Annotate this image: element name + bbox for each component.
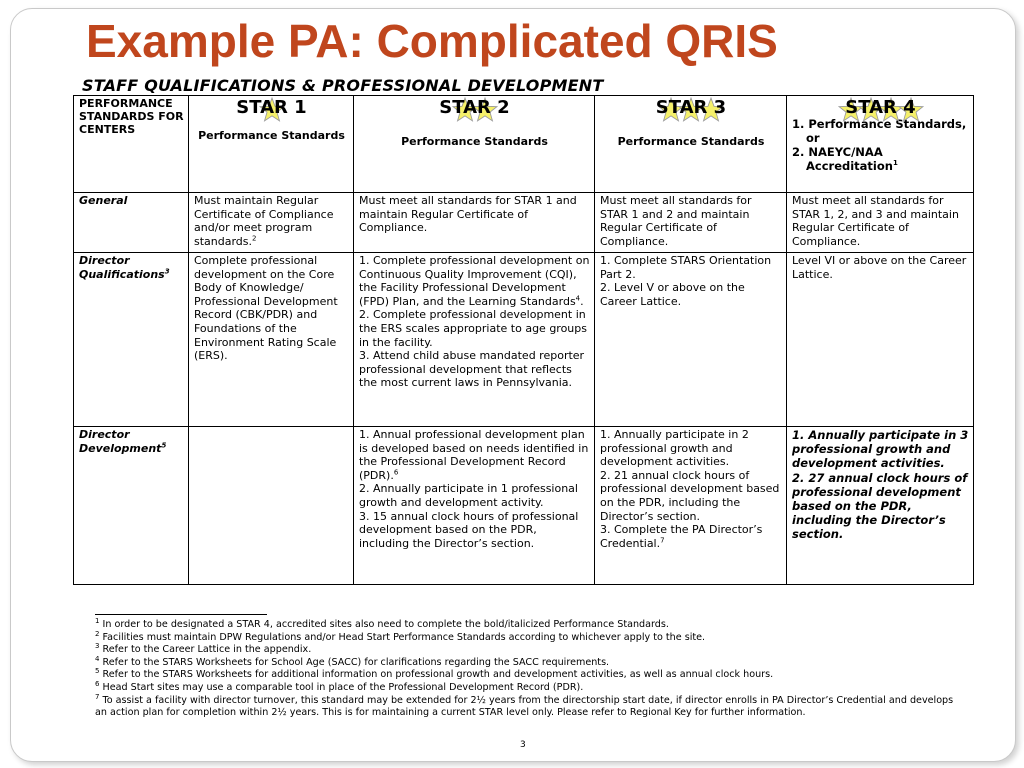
footnote-text: Refer to the STARS Worksheets for additional information on professional growth and development activities, as well as annual clock hours. <box>102 669 774 681</box>
row-general <box>74 193 974 253</box>
row-label-general: General <box>74 193 189 253</box>
star4-option-2 <box>792 145 969 173</box>
list-item: 2. 21 annual clock hours of professional development based on the PDR, including the Director’s section. <box>600 468 780 523</box>
footnote-number: 1 <box>95 616 100 625</box>
list-item: 2. Level V or above on the Career Lattice. <box>600 281 745 308</box>
row-label-director-qualifications <box>74 253 189 427</box>
star4-options <box>792 117 969 173</box>
qualifications-star3 <box>595 253 787 427</box>
footnote-number: 2 <box>95 629 100 638</box>
list-item: 3. Attend child abuse mandated reporter professional development that reflects the most current laws in Pennsylvania. <box>359 349 585 390</box>
general-star4: Must meet all standards for STAR 1, 2, and 3 and maintain Regular Certificate of Compliance. <box>787 193 974 253</box>
footnote <box>95 679 955 695</box>
list-item: 2. Annually participate in 1 professional growth and development activity. <box>359 482 578 509</box>
star3-subtitle: Performance Standards <box>617 134 765 148</box>
star3-label: STAR 3 <box>655 97 727 118</box>
document-heading: STAFF QUALIFICATIONS & PROFESSIONAL DEVELOPMENT <box>82 76 604 95</box>
list-item-text: 1. Annual professional development plan is developed based on needs identified in the Professional Development Record (PDR). <box>359 428 589 482</box>
list-item <box>359 428 590 482</box>
footnote-ref: 4 <box>575 294 581 303</box>
star1-subtitle: Performance Standards <box>198 128 345 142</box>
page-number: 3 <box>520 740 526 750</box>
development-star4 <box>787 427 974 585</box>
star2-label: STAR 2 <box>439 97 510 118</box>
list-item: 1. Complete STARS Orientation Part 2. <box>600 254 772 281</box>
footnote-ref: 7 <box>660 536 665 545</box>
star4-option-1: 1. Performance Standards, or <box>792 116 967 145</box>
header-star1 <box>189 96 354 193</box>
development-star1 <box>189 427 354 585</box>
general-star1-text: Must maintain Regular Certificate of Compliance and/or meet program standards. <box>194 194 334 248</box>
development-star2 <box>354 427 595 585</box>
general-star1 <box>189 193 354 253</box>
star4-option-2-text: 2. NAEYC/NAA Accreditation <box>792 144 893 173</box>
header-star2 <box>354 96 595 193</box>
list-item-text: 3. Complete the PA Director’s Credential. <box>600 523 763 550</box>
row-label-text: Director Qualifications <box>79 254 165 281</box>
list-item: 2. Complete professional development in the ERS scales appropriate to age groups in the facility. <box>359 308 587 349</box>
footnotes <box>95 616 955 720</box>
list-item-end: . <box>580 294 584 308</box>
row-director-qualifications <box>74 253 974 427</box>
footnote-number: 3 <box>95 642 100 650</box>
general-star2: Must meet all standards for STAR 1 and maintain Regular Certificate of Compliance. <box>354 193 595 253</box>
slide-title: Example PA: Complicated QRIS <box>86 15 778 67</box>
list-item <box>600 523 782 550</box>
list-item: 1. Annually participate in 3 professional growth and development activities. <box>792 428 969 471</box>
footnote-ref: 6 <box>393 468 399 477</box>
star4-label: STAR 4 <box>845 97 916 118</box>
general-star3: Must meet all standards for STAR 1 and 2 and maintain Regular Certificate of Compliance. <box>595 193 787 253</box>
qualifications-star2 <box>354 253 595 427</box>
footnote-ref: 2 <box>252 234 257 243</box>
footnote-ref: 1 <box>892 158 898 167</box>
standards-table <box>73 95 974 585</box>
star2-subtitle: Performance Standards <box>401 134 548 148</box>
footnote-text: In order to be designated a STAR 4, accredited sites also need to complete the bold/italicized Performance Standards. <box>102 619 669 630</box>
footnote <box>95 669 955 682</box>
footnote-number: 5 <box>95 667 100 676</box>
footnote-text: Refer to the Career Lattice in the appendix. <box>102 644 312 656</box>
footnote-ref: 5 <box>161 440 167 449</box>
footnote-number: 6 <box>95 679 100 688</box>
footnote <box>95 654 955 670</box>
star1-label: STAR 1 <box>236 97 307 118</box>
development-star3 <box>595 427 787 585</box>
list-item-text: 1. Complete professional development on Continuous Quality Improvement (CQI), the Facility Professional Development (FPD) Plan, and the Learning Standards <box>359 254 590 308</box>
footnote-text: Refer to the STARS Worksheets for School Age (SACC) for clarifications regarding the SACC requirements. <box>102 656 610 668</box>
footnote <box>95 644 955 657</box>
footnote-number: 7 <box>95 692 100 701</box>
footnote <box>95 616 955 632</box>
footnote-divider <box>95 614 267 615</box>
header-star4 <box>787 96 974 193</box>
header-star3 <box>595 96 787 193</box>
footnote-number: 4 <box>95 654 100 663</box>
qualifications-star4: Level VI or above on the Career Lattice. <box>787 253 974 427</box>
footnote-text: To assist a facility with director turnover, this standard may be extended for 2½ years from the directorship start date, if director enrolls in PA Director’s Credential and develops an action plan for completion within 2½ years. This is for maintaining a current STAR level only. Please refer to Regional Key for further information. <box>95 694 954 719</box>
footnote-text: Head Start sites may use a comparable tool in place of the Professional Development Record (PDR). <box>102 681 584 693</box>
row-director-development <box>74 427 974 585</box>
footnote <box>95 692 955 720</box>
header-row <box>74 96 974 193</box>
row-label-director-development <box>74 427 189 585</box>
footnote <box>95 629 955 645</box>
qualifications-star1: Complete professional development on the Core Body of Knowledge/ Professional Development Record (CBK/PDR) and Foundations of the Environment Rating Scale (ERS). <box>189 253 354 427</box>
row-label-text: Director Development <box>79 428 162 455</box>
footnote-ref: 3 <box>164 266 170 275</box>
list-item: 3. 15 annual clock hours of professional development based on the PDR, including the Director’s section. <box>359 509 579 550</box>
list-item: 1. Annually participate in 2 professional growth and development activities. <box>600 428 749 469</box>
header-performance-standards: PERFORMANCE STANDARDS FOR CENTERS <box>74 96 189 193</box>
list-item: 2. 27 annual clock hours of professional development based on the PDR, including the Director’s section. <box>792 470 968 542</box>
list-item <box>359 254 590 308</box>
footnote-text: Facilities must maintain DPW Regulations and/or Head Start Performance Standards according to whichever apply to the site. <box>102 631 706 643</box>
